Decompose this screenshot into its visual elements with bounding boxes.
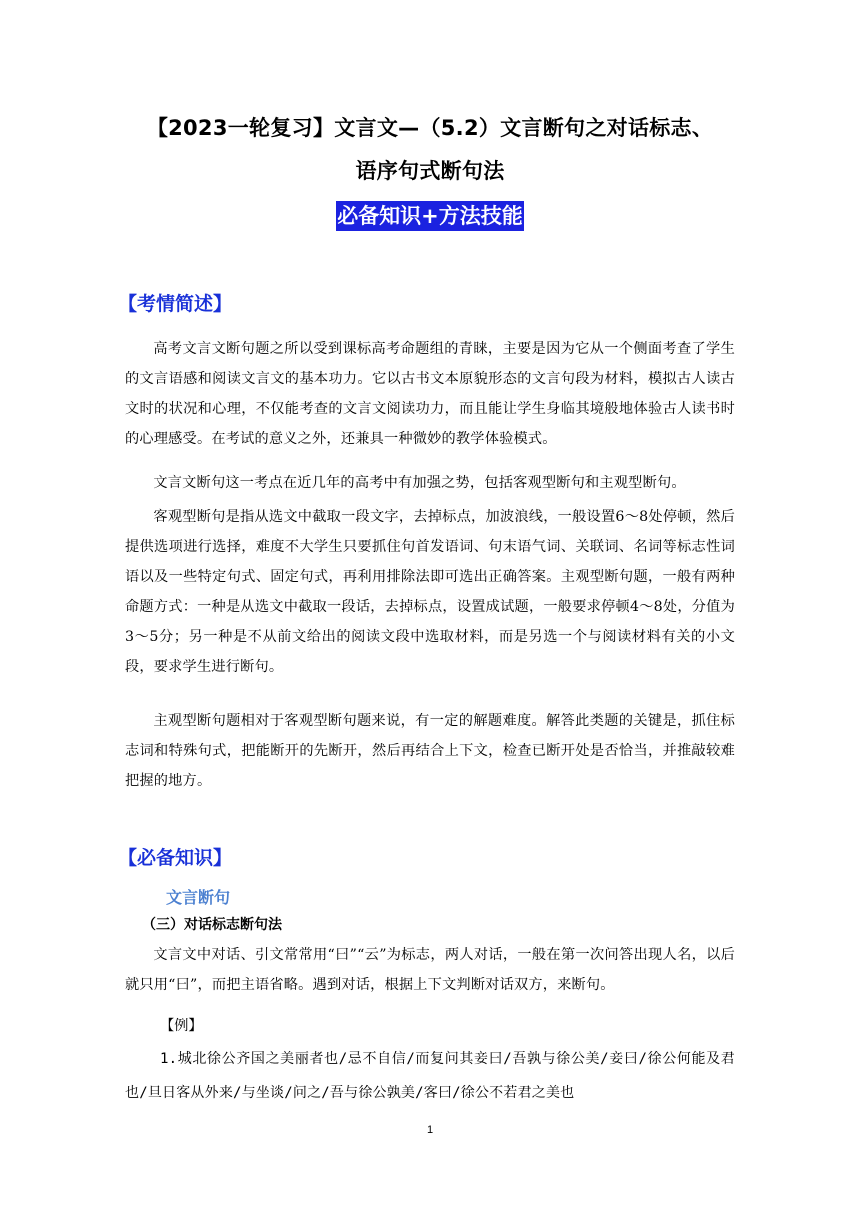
overview-paragraph-2: 文言文断句这一考点在近几年的高考中有加强之势，包括客观型断句和主观型断句。 [153, 475, 686, 491]
method-title: （三）对话标志断句法 [142, 917, 282, 933]
example-label: 【例】 [160, 1018, 203, 1034]
knowledge-subheading: 文言断句 [166, 888, 231, 907]
document-title-line-1: 【2023一轮复习】文言文—（5.2）文言断句之对话标志、 [146, 116, 714, 140]
section-heading-overview: 【考情简述】 [118, 293, 233, 315]
method-intro: 文言文中对话、引文常常用“曰”“云”为标志，两人对话，一般在第一次问答出现人名，以后就只用“曰”，而把主语省略。遇到对话，根据上下文判断对话双方，来断句。 [125, 947, 735, 993]
overview-paragraph-3: 客观型断句是指从选文中截取一段文字，去掉标点，加波浪线，一般设置6～8处停顿，然后提供选项进行选择，难度不大学生只要抓住句首发语词、句末语气词、关联词、名词等标志性词语以及一些特定句式、固定句式，再利用排除法即可选出正确答案。主观型断句题，一般有两种命题方式：一种是从选文中截取一段话，去掉标点，设置成试题，一般要求停顿4～8处，分值为3～5分；另一种是不从前文给出的阅读文段中选取材料，而是另选一个与阅读材料有关的小文段，要求学生进行断句。 [125, 509, 735, 675]
overview-paragraph-4: 主观型断句题相对于客观型断句题来说，有一定的解题难度。解答此类题的关键是，抓住标志词和特殊句式，把能断开的先断开，然后再结合上下文，检查已断开处是否恰当，并推敲较难把握的地方。 [125, 713, 735, 789]
subtitle-container [0, 201, 860, 231]
document-title-line-2: 语序句式断句法 [355, 159, 505, 183]
section-heading-knowledge: 【必备知识】 [118, 847, 233, 869]
overview-paragraph-1: 高考文言文断句题之所以受到课标高考命题组的青睐，主要是因为它从一个侧面考查了学生的文言语感和阅读文言文的基本功力。它以古书文本原貌形态的文言句段为材料，模拟古人读古文时的状况和心理，不仅能考查的文言文阅读功力，而且能让学生身临其境般地体验古人读书时的心理感受。在考试的意义之外，还兼具一种微妙的教学体验模式。 [125, 341, 735, 447]
subtitle-highlight: 必备知识+方法技能 [336, 201, 524, 231]
page-number: 1 [426, 1124, 434, 1136]
example-text-1: 1.城北徐公齐国之美丽者也/忌不自信/而复问其妾曰/吾孰与徐公美/妾曰/徐公何能及君也/旦日客从外来/与坐谈/问之/吾与徐公孰美/客曰/徐公不若君之美也 [125, 1051, 735, 1101]
